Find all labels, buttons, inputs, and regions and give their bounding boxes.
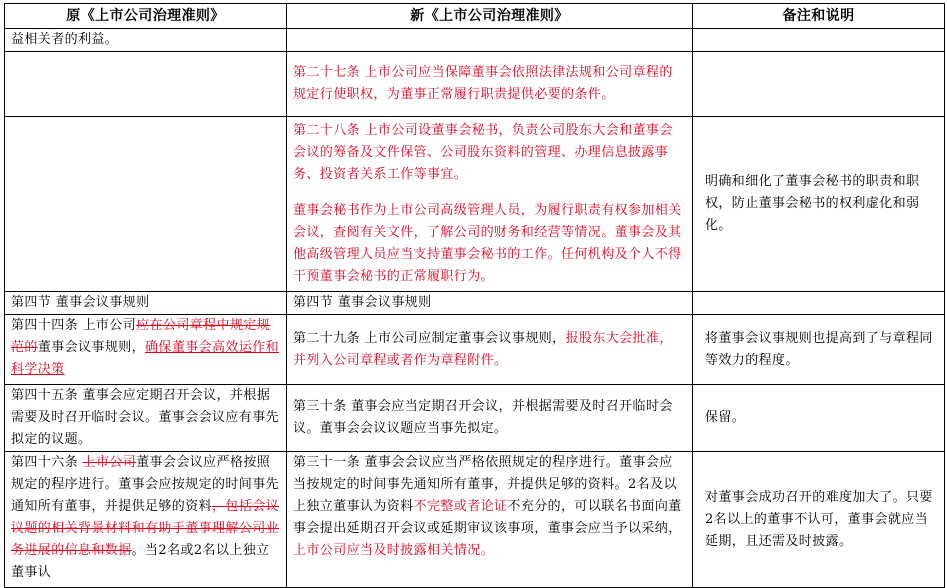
note-cell — [693, 52, 945, 117]
table-row — [5, 385, 945, 452]
article-28-text: 第二十八条 上市公司设董事会秘书，负责公司股东大会和董事会会议的筹备及文件保管、公司股东资料的管理、办理信息披露事务、投资者关系工作等事宜。 — [293, 123, 673, 182]
old-rule-cell — [5, 52, 287, 117]
old-rule-cell: 第四十五条 董事会应定期召开会议，并根据需要及时召开临时会议。董事会会议应有事先拟定的议题。 — [5, 385, 287, 452]
added-text: 上市公司应当及时披露相关情况。 — [293, 543, 495, 558]
note-cell — [693, 29, 945, 52]
added-text: 不完整或者论证 — [413, 499, 508, 514]
table-row — [5, 29, 945, 52]
note-cell: 保留。 — [693, 385, 945, 452]
deleted-text: 确保董事会高效运作和科学决策 — [11, 340, 280, 377]
table-row — [5, 52, 945, 117]
header-row — [5, 4, 945, 29]
deleted-text: 上市公司 — [82, 455, 137, 470]
comparison-table — [4, 3, 945, 588]
table-row — [5, 292, 945, 315]
note-cell: 明确和细化了董事会秘书的职责和职权，防止董事会秘书的权利虚化和弱化。 — [693, 117, 945, 292]
new-rule-cell — [287, 29, 693, 52]
old-rule-cell: 第四十四条 上市公司应在公司章程中规定规范的董事会议事规则，确保董事会高效运作和科学决策 — [5, 315, 287, 385]
old-section-title: 第四节 董事会议事规则 — [5, 292, 287, 315]
new-section-title: 第四节 董事会议事规则 — [287, 292, 693, 315]
new-rule-cell: 第三十条 董事会应当定期召开会议，并根据需要及时召开临时会议。董事会会议议题应当事先拟定。 — [287, 385, 693, 452]
note-cell: 将董事会议事规则也提高到了与章程同等效力的程度。 — [693, 315, 945, 385]
table-row — [5, 315, 945, 385]
new-rule-cell — [287, 117, 693, 292]
header-notes: 备注和说明 — [693, 4, 945, 29]
note-cell: 对董事会成功召开的难度加大了。只要2名以上的董事不认可，董事会就应当延期，且还需及时披露。 — [693, 452, 945, 588]
new-rule-cell: 第三十一条 董事会会议应当严格依照规定的程序进行。董事会应当按规定的时间事先通知所有董事，并提供足够的资料。2名及以上独立董事认为资料不完整或者论证不充分的，可以联名书面向董事会提出延期召开会议或延期审议该事项，董事会应当予以采纳，上市公司应当及时披露相关情况。 — [287, 452, 693, 588]
article-28-secretary-text: 董事会秘书作为上市公司高级管理人员，为履行职责有权参加相关会议，查阅有关文件，了解公司的财务和经营等情况。董事会及其他高级管理人员应当支持董事会秘书的工作。任何机构及个人不得干预董事会秘书的正常履职行为。 — [293, 203, 682, 284]
old-rule-cell: 益相关者的利益。 — [5, 29, 287, 52]
deleted-text: 应在公司章程中规定规范的 — [11, 318, 271, 355]
new-rule-cell: 第二十九条 上市公司应制定董事会议事规则，报股东大会批准，并列入公司章程或者作为章程附件。 — [287, 315, 693, 385]
new-rule-cell: 第二十七条 上市公司应当保障董事会依照法律法规和公司章程的规定行使职权，为董事正常履行职责提供必要的条件。 — [287, 52, 693, 117]
deleted-text: ，包括会议议题的相关背景材料和有助于董事理解公司业务进展的信息和数据 — [11, 499, 280, 558]
note-cell — [693, 292, 945, 315]
table-row — [5, 452, 945, 588]
old-rule-cell: 第四十六条 上市公司董事会会议应严格按照规定的程序进行。董事会应按规定的时间事先通知所有董事，并提供足够的资料，包括会议议题的相关背景材料和有助于董事理解公司业务进展的信息和数据。当2名或2名以上独立董事认 — [5, 452, 287, 588]
header-old-rules: 原《上市公司治理准则》 — [5, 4, 287, 29]
added-text: 报股东大会批准，并列入公司章程或者作为章程附件。 — [293, 330, 673, 368]
header-new-rules: 新《上市公司治理准则》 — [287, 4, 693, 29]
table-row — [5, 117, 945, 292]
old-rule-cell — [5, 117, 287, 292]
